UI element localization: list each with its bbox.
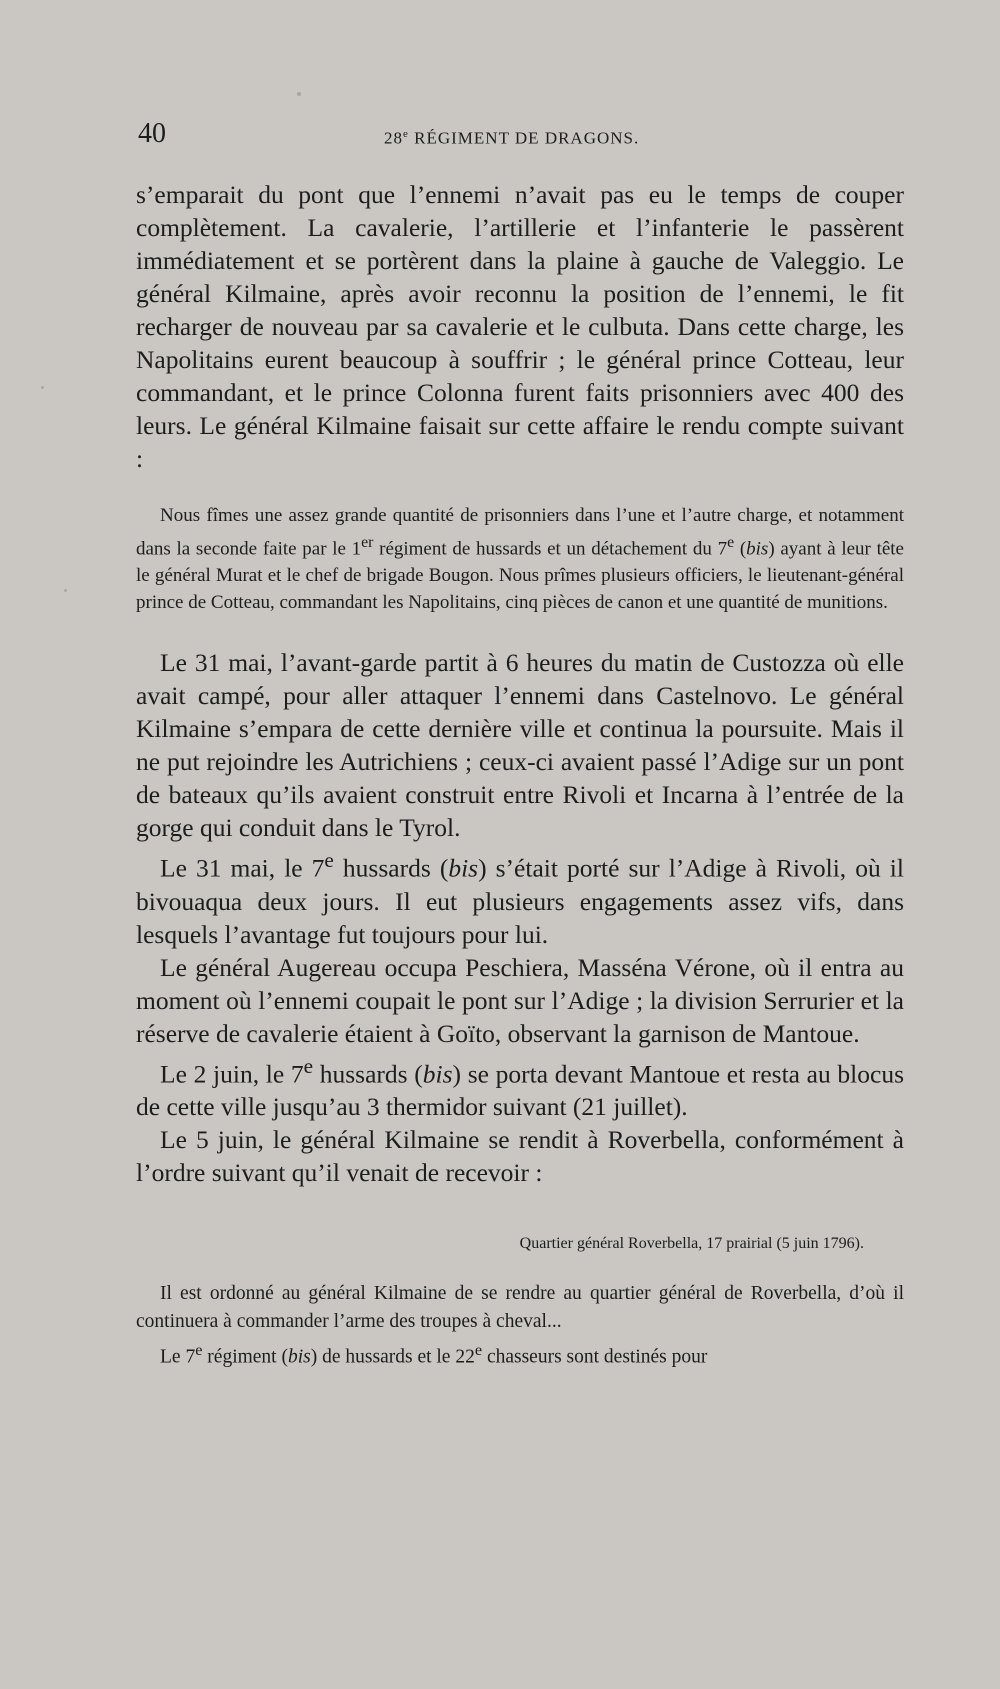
quote-bis: bis (746, 538, 769, 560)
p5-sup: e (303, 1053, 314, 1078)
running-head-superscript: e (403, 128, 409, 140)
p5-part-b: hussards ( (313, 1059, 423, 1089)
paragraph-1: s’emparait du pont que l’ennemi n’avait pas eu le temps de couper complètement. La cavalerie, l’artillerie et l’infanterie le passèrent immédiatement et se portèrent dans la plaine à gauche de Valeggio. Le général Kilmaine, après avoir reconnu la position de l’ennemi, le fit recharger de nouveau par sa cavalerie et le culbuta. Dans cette charge, les Napolitains eurent beaucoup à souffrir ; le général prince Cotteau, leur commandant, et le prince Colonna furent faits prisonniers avec 400 des leurs. Le général Kilmaine faisait sur cette affaire le rendu compte suivant : (136, 180, 904, 473)
running-head (384, 128, 639, 149)
page-header (138, 118, 898, 158)
paragraph-4: Le général Augereau occupa Peschiera, Masséna Vérone, où il entra au moment où l’ennemi coupait le pont sur l’Adige ; la division Serrurier et la réserve de cavalerie étaient à Goïto, observant la garnison de Mantoue. (136, 952, 904, 1048)
p3-part-b: hussards ( (333, 853, 449, 883)
quote-part-b: régiment de hussards et un détachement du 7 (373, 538, 728, 560)
p5-part-a: Le 2 juin, le 7 (160, 1059, 304, 1089)
order2-part-a: Le 7 (160, 1346, 196, 1368)
paper-speck (297, 92, 301, 96)
running-head-text: RÉGIMENT DE DRAGONS. (414, 128, 640, 148)
p3-part-c: ) s’était porté sur l’Adige à Rivoli, où il bivouaqua deux jours. Il eut plusieurs engagements assez vifs, dans lesquels l’avantage fut toujours pour lui. (136, 853, 904, 949)
paragraph-5 (136, 1050, 904, 1124)
quote-sup-2: e (727, 534, 735, 551)
page-body (136, 178, 904, 1372)
order2-sup-2: e (474, 1341, 483, 1360)
paragraph-3 (136, 844, 904, 951)
page-number: 40 (138, 118, 166, 149)
order-paragraph-2 (136, 1336, 904, 1372)
quote-part-d: ) ayant à leur tête le général Murat et le chef de brigade Bougon. Nous prîmes plusieurs officiers, le lieutenant-général prince de Cotteau, commandant les Napolitains, cinq pièces de canon et une quantité de munitions. (136, 538, 904, 614)
order-dateline: Quartier général Roverbella, 17 prairial (5 juin 1796). (519, 1235, 864, 1253)
paragraph-2: Le 31 mai, l’avant-garde partit à 6 heures du matin de Custozza où elle avait campé, pour aller attaquer l’ennemi dans Castelnovo. Le général Kilmaine s’empara de cette dernière ville et continua la poursuite. Mais il ne put rejoindre les Autrichiens ; ceux-ci avaient passé l’Adige sur un pont de bateaux qu’ils avaient construit entre Rivoli et Incarna à l’entrée de la gorge qui conduit dans le Tyrol. (136, 648, 904, 843)
p3-part-a: Le 31 mai, le 7 (160, 853, 325, 883)
p5-bis: bis (422, 1059, 453, 1089)
quote-part-c: ( (734, 538, 747, 560)
order-paragraph-1: Il est ordonné au général Kilmaine de se rendre au quartier général de Roverbella, d’où il continuera à commander l’arme des troupes à cheval... (136, 1283, 904, 1333)
p5-part-c: ) se porta devant Mantoue et resta au blocus de cette ville jusqu’au 3 thermidor suivant (21 juillet). (136, 1059, 905, 1122)
running-head-number: 28 (384, 128, 403, 148)
p3-bis: bis (448, 853, 479, 883)
quote-sup-1: er (361, 534, 374, 551)
order2-part-d: chasseurs sont destinés pour (482, 1346, 708, 1368)
paragraph-6: Le 5 juin, le général Kilmaine se rendit à Roverbella, conformément à l’ordre suivant qu’il venait de recevoir : (136, 1125, 904, 1188)
order2-part-b: régiment ( (202, 1346, 288, 1368)
p3-sup: e (324, 848, 334, 873)
order2-bis: bis (287, 1346, 311, 1368)
order2-part-c: ) de hussards et le 22 (310, 1346, 475, 1368)
quoted-report (136, 502, 904, 616)
paper-speck (64, 589, 67, 592)
paper-speck (41, 386, 44, 389)
quote-part-a: Nous fîmes une assez grande quantité de prisonniers dans l’une et l’autre charge, et notamment dans la seconde faite par le 1 (136, 505, 904, 560)
order2-sup: e (195, 1341, 203, 1360)
